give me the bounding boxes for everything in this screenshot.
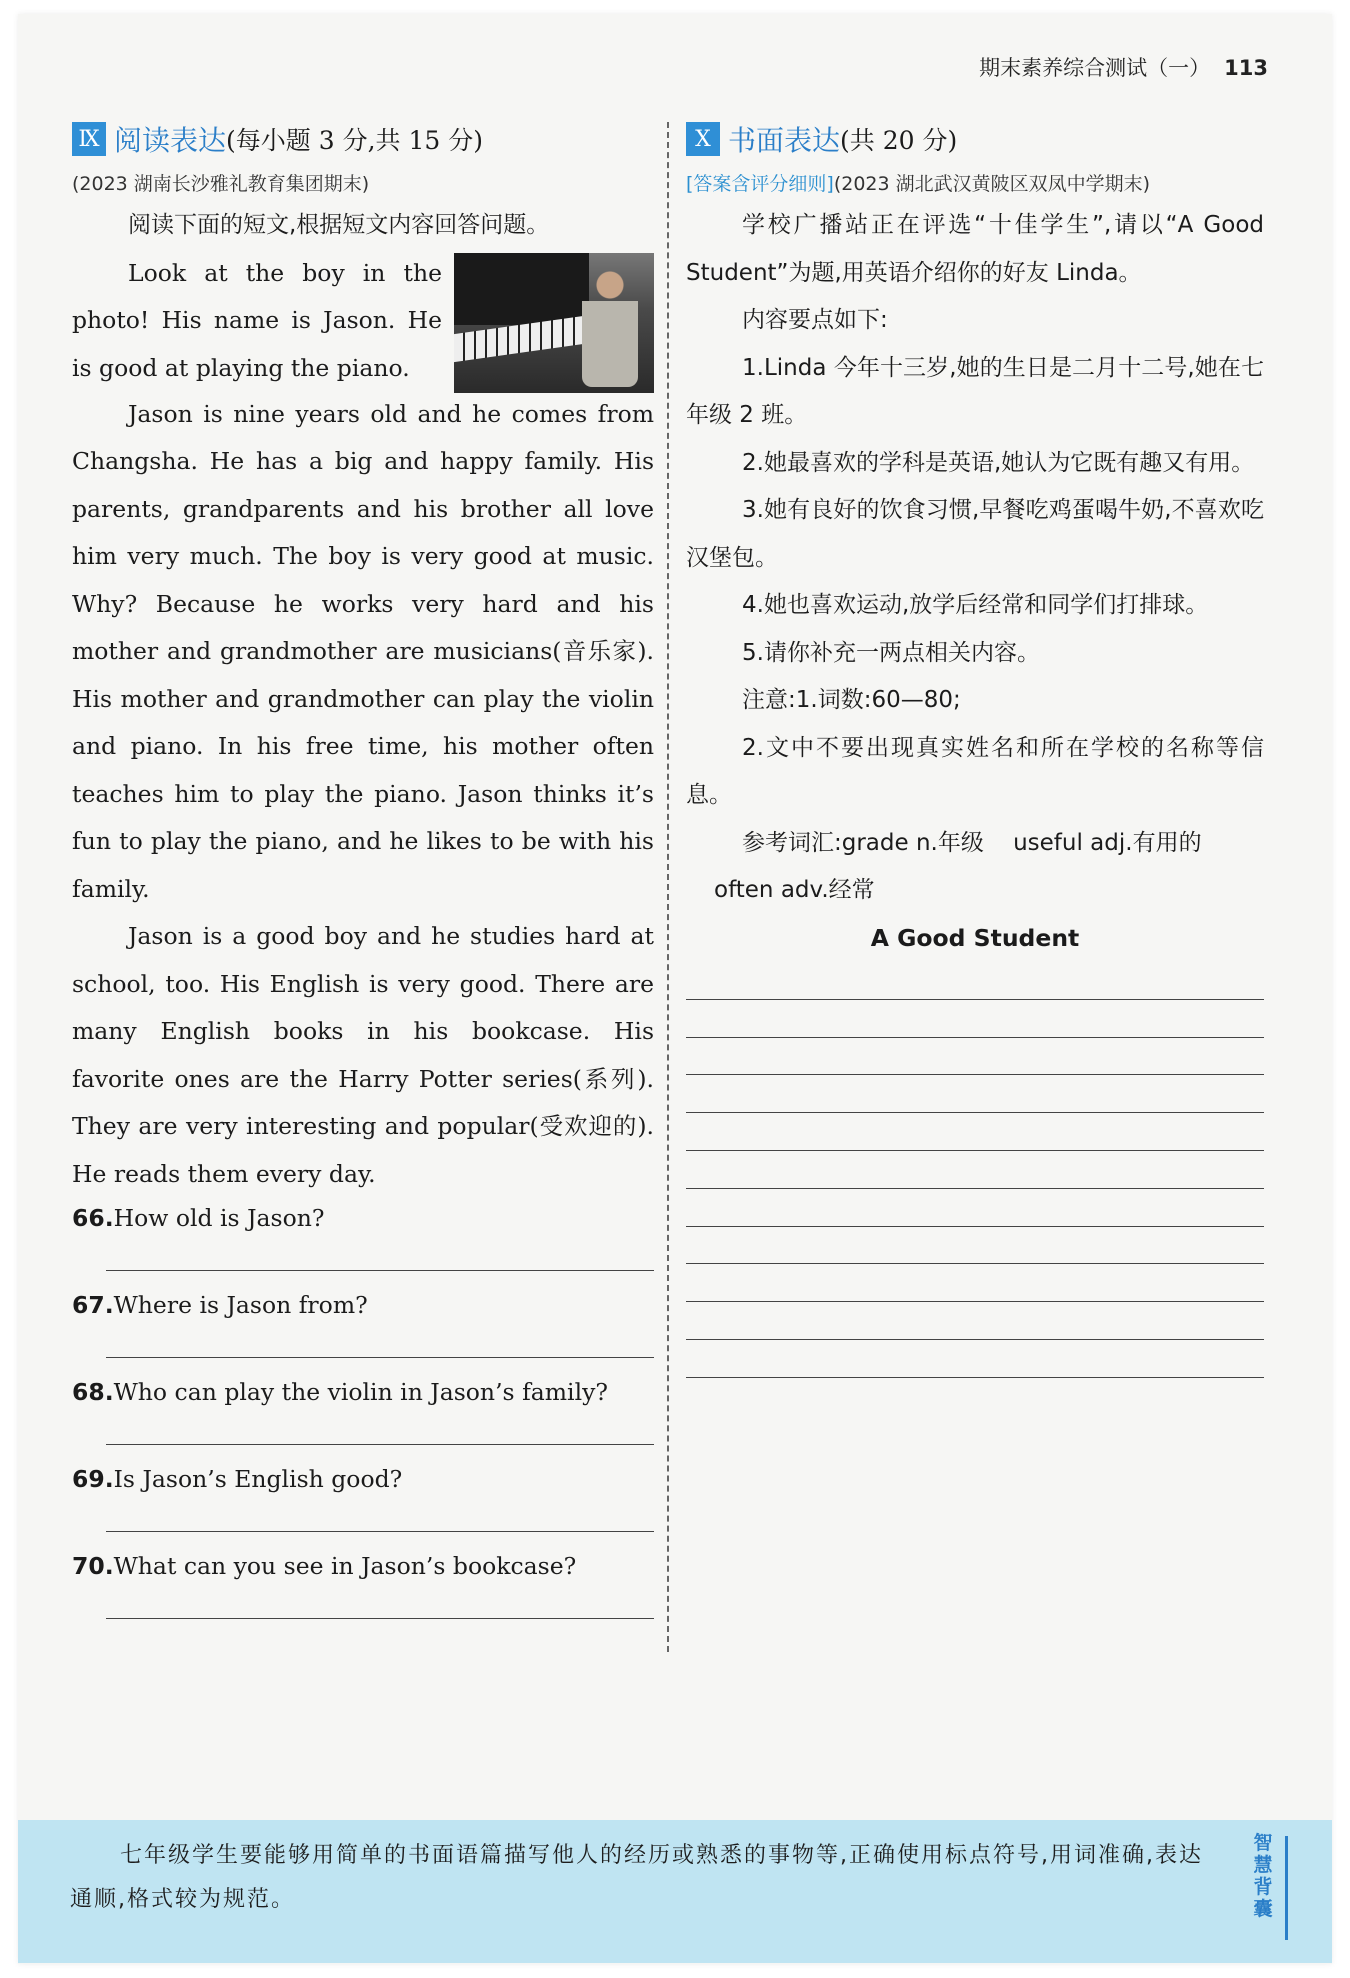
answer-line-70[interactable] xyxy=(106,1588,654,1619)
section-score: (共 20 分) xyxy=(840,126,958,155)
source-note: (2023 湖南长沙雅礼教育集团期末) xyxy=(72,173,370,195)
vocab-line-1: 参考词汇:grade n.年级 useful adj.有用的 xyxy=(742,829,1202,856)
writing-lines[interactable] xyxy=(686,962,1264,1378)
question-70: 70.What can you see in Jason’s bookcase? xyxy=(72,1552,577,1580)
note-no-real-names: 2.文中不要出现真实姓名和所在学校的名称等信息。 xyxy=(686,734,1264,808)
section-name: 书面表达 xyxy=(728,124,841,157)
tip-text: 七年级学生要能够用简单的书面语篇描写他人的经历或熟悉的事物等,正确使用标点符号,用词准确,表达通顺,格式较为规范。 xyxy=(70,1843,1203,1912)
note-word-count: 注意:1.词数:60—80; xyxy=(742,687,961,713)
point-3: 3.她有良好的饮食习惯,早餐吃鸡蛋喝牛奶,不喜欢吃汉堡包。 xyxy=(686,497,1264,571)
passage-intro: Look at the boy in the photo! His name is Jason. He is good at playing the piano. xyxy=(72,258,442,382)
question-66: 66.How old is Jason? xyxy=(72,1204,325,1232)
section-heading xyxy=(686,118,1264,160)
intro-with-photo xyxy=(72,250,654,393)
section-number-badge: Ⅸ xyxy=(72,122,106,156)
answer-line-67[interactable] xyxy=(106,1327,654,1358)
point-5: 5.请你补充一两点相关内容。 xyxy=(742,639,1040,666)
instruction: 阅读下面的短文,根据短文内容回答问题。 xyxy=(128,212,550,238)
section-name: 阅读表达 xyxy=(114,124,227,157)
point-4: 4.她也喜欢运动,放学后经常和同学们打排球。 xyxy=(742,592,1209,618)
tip-bar xyxy=(18,1820,1332,1963)
source-note: [答案含评分细则](2023 湖北武汉黄陂区双凤中学期末) xyxy=(686,173,1151,195)
section-number-badge: Ⅹ xyxy=(686,122,720,156)
writing-section xyxy=(686,118,1264,1378)
section-heading xyxy=(72,118,654,160)
answer-tag: [答案含评分细则] xyxy=(686,173,834,195)
header-title: 期末素养综合测试（一） xyxy=(979,56,1211,80)
tip-side-label: 智慧背囊 xyxy=(1253,1832,1273,1920)
column-divider xyxy=(667,122,669,1652)
page-number: 113 xyxy=(1224,56,1268,80)
answer-line-69[interactable] xyxy=(106,1501,654,1532)
question-68: 68.Who can play the violin in Jason’s family? xyxy=(72,1378,608,1406)
page-header xyxy=(979,52,1268,82)
passage-paragraph-2: Jason is nine years old and he comes from Changsha. He has a big and happy family. His parents, grandparents and his brother all love him very much. The boy is very good at music. Why? Because he works very hard and his mother and grandmother are musicians(音乐家). His mother and grandmother can play the violin and piano. In his free time, his mother often teaches him to play the piano. Jason thinks it’s fun to play the piano, and he likes to be with his family. xyxy=(72,399,654,903)
tip-rule xyxy=(1285,1836,1288,1940)
point-2: 2.她最喜欢的学科是英语,她认为它既有趣又有用。 xyxy=(742,449,1255,476)
writing-prompt: 学校广播站正在评选“十佳学生”,请以“A Good Student”为题,用英语介绍你的好友 Linda。 xyxy=(686,212,1264,286)
passage-paragraph-3: Jason is a good boy and he studies hard at school, too. His English is very good. There are many English books in his bookcase. His favorite ones are the Harry Potter series(系列). They are very interesting and popular(受欢迎的). He reads them every day. xyxy=(72,922,654,1188)
question-list xyxy=(72,1196,654,1619)
reading-section xyxy=(72,118,654,1631)
points-title: 内容要点如下: xyxy=(742,307,888,333)
answer-line-68[interactable] xyxy=(106,1414,654,1445)
question-69: 69.Is Jason’s English good? xyxy=(72,1465,403,1493)
section-score: (每小题 3 分,共 15 分) xyxy=(226,126,483,155)
point-1: 1.Linda 今年十三岁,她的生日是二月十二号,她在七年级 2 班。 xyxy=(686,354,1264,428)
answer-line-66[interactable] xyxy=(106,1240,654,1271)
essay-title: A Good Student xyxy=(870,923,1080,952)
boy-playing-piano-photo xyxy=(454,253,654,393)
vocab-line-2: often adv.经常 xyxy=(714,877,875,903)
question-67: 67.Where is Jason from? xyxy=(72,1291,368,1319)
